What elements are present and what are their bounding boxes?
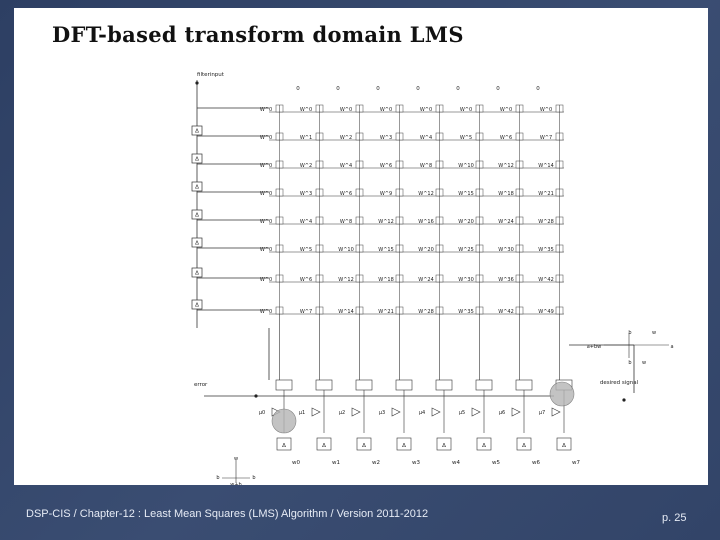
weight-label: W^0 — [259, 247, 273, 253]
highlight-circle-left — [272, 409, 296, 433]
mu-label: μ6 — [498, 410, 506, 416]
weight-label: W^12 — [338, 277, 354, 283]
desired-node — [622, 398, 625, 401]
delay-symbol: Δ — [195, 184, 199, 191]
mu-gain — [472, 408, 480, 416]
weight-label: W^24 — [498, 219, 514, 225]
highlight-circle-right — [550, 382, 574, 406]
mu-label: μ4 — [418, 410, 426, 416]
weight-label: W^0 — [499, 107, 513, 113]
lms-block-diagram — [14, 8, 708, 485]
w-label: w2 — [372, 460, 380, 466]
error-node — [254, 394, 257, 397]
weight-label: W^10 — [338, 247, 354, 253]
slide-title: DFT-based transform domain LMS — [52, 22, 464, 47]
update-delay-symbol: Δ — [282, 443, 286, 449]
weight-label: W^8 — [339, 219, 353, 225]
w-label: w6 — [532, 460, 540, 466]
delay-symbol: Δ — [195, 302, 199, 309]
legend-right-bottom-w: w — [641, 360, 647, 366]
weight-label: W^42 — [538, 277, 554, 283]
weight-label: W^6 — [379, 163, 393, 169]
weight-label: W^0 — [459, 107, 473, 113]
w-label: w5 — [492, 460, 500, 466]
w-label: w0 — [292, 460, 300, 466]
sum-block — [396, 380, 412, 390]
weight-label: W^0 — [379, 107, 393, 113]
weight-label: W^15 — [378, 247, 394, 253]
weight-label: W^8 — [419, 163, 433, 169]
weight-label: W^20 — [458, 219, 474, 225]
weight-label: W^35 — [538, 247, 554, 253]
page-number: p. 25 — [662, 512, 687, 524]
legend-left-bottom: w+b — [230, 482, 242, 485]
weight-label: W^4 — [419, 135, 433, 141]
legend-right-bottom: b — [628, 360, 632, 366]
weight-label: W^30 — [458, 277, 474, 283]
weight-label: W^18 — [378, 277, 394, 283]
weight-label: W^3 — [299, 191, 313, 197]
top-value: 0 — [456, 86, 460, 92]
sum-block — [476, 380, 492, 390]
mu-gain — [512, 408, 520, 416]
weight-label: W^4 — [339, 163, 353, 169]
delay-symbol: Δ — [195, 240, 199, 247]
mu-label: μ3 — [378, 410, 386, 416]
legend-left-b: b — [216, 475, 220, 481]
top-value: 0 — [536, 86, 540, 92]
update-delay-symbol: Δ — [362, 443, 366, 449]
update-delay-symbol: Δ — [322, 443, 326, 449]
top-value: 0 — [296, 86, 300, 92]
sum-block — [516, 380, 532, 390]
desired-label: desired signal — [599, 380, 639, 386]
weight-label: W^18 — [498, 191, 514, 197]
weight-label: W^15 — [458, 191, 474, 197]
weight-label: W^24 — [418, 277, 434, 283]
weight-label: W^35 — [458, 309, 474, 315]
sum-block — [316, 380, 332, 390]
mu-gain — [432, 408, 440, 416]
sum-block — [356, 380, 372, 390]
weight-label: W^6 — [299, 277, 313, 283]
weight-label: W^12 — [378, 219, 394, 225]
mu-label: μ2 — [338, 410, 346, 416]
weight-label: W^30 — [498, 247, 514, 253]
top-value: 0 — [336, 86, 340, 92]
weight-label: W^5 — [459, 135, 473, 141]
w-label: w4 — [452, 460, 460, 466]
weight-label: W^12 — [498, 163, 514, 169]
w-label: w1 — [332, 460, 340, 466]
top-value: 0 — [376, 86, 380, 92]
weight-label: W^2 — [299, 163, 313, 169]
weight-label: W^7 — [299, 309, 313, 315]
weight-label: W^2 — [339, 135, 353, 141]
w-label: w7 — [572, 460, 580, 466]
weight-label: W^25 — [458, 247, 474, 253]
weight-label: W^5 — [299, 247, 313, 253]
legend-right-out: a — [670, 344, 674, 350]
mu-gain — [552, 408, 560, 416]
weight-label: W^7 — [539, 135, 553, 141]
weight-label: W^10 — [458, 163, 474, 169]
weight-label: W^21 — [538, 191, 554, 197]
input-label: filterinput — [197, 72, 224, 78]
legend-left-top: w — [233, 456, 239, 462]
legend-left-b2: b — [252, 475, 256, 481]
weight-label: W^28 — [538, 219, 554, 225]
weight-label: W^0 — [259, 191, 273, 197]
weight-label: W^28 — [418, 309, 434, 315]
weight-label: W^0 — [539, 107, 553, 113]
input-node — [195, 81, 198, 84]
mu-label: μ7 — [538, 410, 546, 416]
weight-label: W^36 — [498, 277, 514, 283]
legend-right-top: b — [628, 330, 632, 336]
weight-label: W^9 — [379, 191, 393, 197]
weight-label: W^0 — [419, 107, 433, 113]
weight-label: W^0 — [259, 219, 273, 225]
weight-label: W^14 — [338, 309, 354, 315]
weight-label: W^0 — [259, 309, 273, 315]
delay-symbol: Δ — [195, 212, 199, 219]
weight-label: W^6 — [499, 135, 513, 141]
weight-label: W^49 — [538, 309, 554, 315]
mu-gain — [392, 408, 400, 416]
mu-gain — [312, 408, 320, 416]
weight-label: W^3 — [379, 135, 393, 141]
weight-label: W^12 — [418, 191, 434, 197]
update-delay-symbol: Δ — [562, 443, 566, 449]
top-value: 0 — [416, 86, 420, 92]
weight-label: W^20 — [418, 247, 434, 253]
weight-label: W^21 — [378, 309, 394, 315]
weight-label: W^0 — [259, 277, 273, 283]
mu-label: μ1 — [298, 410, 306, 416]
update-delay-symbol: Δ — [442, 443, 446, 449]
delay-symbol: Δ — [195, 128, 199, 135]
weight-label: W^16 — [418, 219, 434, 225]
w-label: w3 — [412, 460, 420, 466]
update-delay-symbol: Δ — [482, 443, 486, 449]
footer-text: DSP-CIS / Chapter-12 : Least Mean Squares (LMS) Algorithm / Version 2011-2012 — [26, 508, 429, 520]
weight-label: W^6 — [339, 191, 353, 197]
weight-label: W^42 — [498, 309, 514, 315]
top-value: 0 — [496, 86, 500, 92]
weight-label: W^0 — [339, 107, 353, 113]
mu-label: μ0 — [258, 410, 266, 416]
mu-label: μ5 — [458, 410, 466, 416]
legend-right-in: a+bw — [586, 344, 602, 350]
weight-label: W^1 — [299, 135, 313, 141]
delay-symbol: Δ — [195, 156, 199, 163]
error-label: error — [194, 382, 208, 388]
sum-block — [276, 380, 292, 390]
weight-label: W^0 — [259, 163, 273, 169]
weight-label: W^0 — [259, 135, 273, 141]
slide-area — [14, 8, 708, 485]
weight-label: W^14 — [538, 163, 554, 169]
weight-label: W^0 — [299, 107, 313, 113]
weight-label: W^0 — [259, 107, 273, 113]
sum-block — [436, 380, 452, 390]
legend-right-w: w — [651, 330, 657, 336]
mu-gain — [352, 408, 360, 416]
delay-symbol: Δ — [195, 270, 199, 277]
update-delay-symbol: Δ — [522, 443, 526, 449]
weight-label: W^4 — [299, 219, 313, 225]
update-delay-symbol: Δ — [402, 443, 406, 449]
